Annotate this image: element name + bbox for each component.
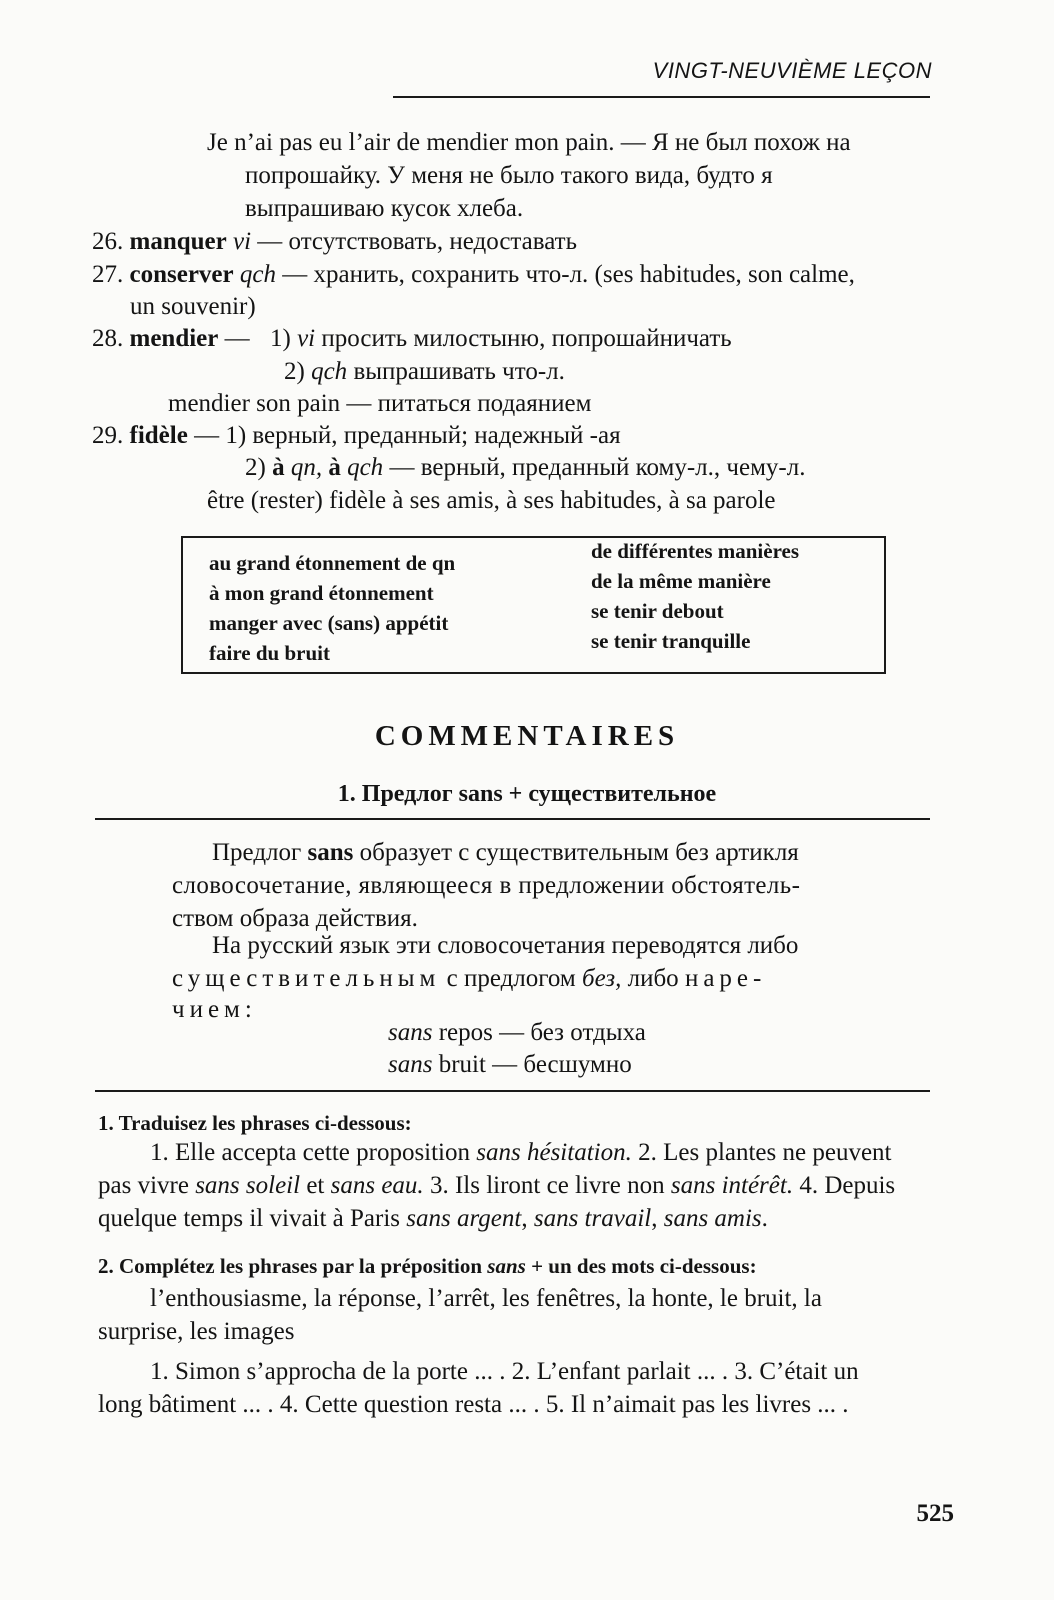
phrase-item: à mon grand étonnement (209, 581, 434, 605)
text: 4. Depuis (799, 1172, 896, 1199)
entry-definition: — 1) верный, преданный; надежный -ая (194, 422, 621, 449)
vocab-entry-28 (92, 322, 250, 355)
vocab-entry-26 (92, 225, 577, 258)
entry-headword: manquer (129, 228, 227, 255)
comment-para-2-line-2 (172, 962, 766, 995)
comment-example-2 (388, 1048, 632, 1081)
sense-grammar: vi (297, 325, 316, 352)
phrase-item: de la même manière (591, 569, 771, 593)
exercise-1-line-3 (98, 1202, 768, 1235)
vocab-entry-29-expression: être (rester) fidèle à ses amis, à ses habitudes, à sa parole (207, 487, 776, 514)
exercise-1-line-2 (98, 1169, 895, 1202)
entry-definition: — отсутствовать, недоставать (257, 228, 577, 255)
entry-number: 28. (92, 325, 124, 352)
keyword: sans (307, 839, 354, 866)
italic-word: sans (487, 1254, 526, 1278)
comment-para-1-line-1 (212, 836, 799, 869)
text: 2. Complétez les phrases par la préposition (98, 1254, 483, 1278)
phrase-item: se tenir tranquille (591, 629, 751, 653)
text: Предлог (212, 839, 302, 866)
entry-number: 27. (92, 261, 124, 288)
example-fr: sans (388, 1019, 433, 1046)
exercise-2-title (98, 1251, 757, 1281)
entry-grammar: vi (232, 228, 252, 255)
sense-grammar: qn, (290, 454, 323, 481)
commentaires-heading: COMMENTAIRES (374, 720, 680, 752)
example-ru-1: Я не был похож на (652, 129, 851, 156)
italic-phrase: sans soleil (195, 1172, 301, 1199)
italic-phrase: sans intérêt. (670, 1172, 794, 1199)
vocab-entry-28-sense-2 (284, 355, 565, 388)
vocab-entry-29-sense-2 (245, 451, 805, 484)
vocab-entry-29 (92, 419, 621, 452)
exercise-1-title: 1. Traduisez les phrases ci-dessous: (98, 1111, 412, 1135)
sense-definition: выпрашивать что-л. (353, 358, 565, 385)
sense-grammar: qch (311, 358, 348, 385)
vocab-entry-28-expression: mendier son pain — питаться подаянием (168, 390, 592, 417)
sense-definition: просить милостыню, попрошайничать (321, 325, 732, 352)
italic-phrase: sans argent (406, 1205, 522, 1232)
vocab-example-line-3: выпрашиваю кусок хлеба. (245, 195, 524, 222)
exercise-2-words-line-2: surprise, les images (98, 1318, 295, 1345)
comment-para-2-line-1: На русский язык эти словосочетания переводятся либо (212, 932, 799, 959)
header-rule (393, 96, 930, 98)
example-rest: repos — без отдыха (438, 1019, 646, 1046)
entry-headword: mendier (129, 325, 219, 352)
example-fr: sans (388, 1051, 433, 1078)
comment-example-1 (388, 1016, 646, 1049)
sense-prep: à (272, 454, 285, 481)
entry-grammar: qch (239, 261, 276, 288)
running-title: VINGT-NEUVIÈME LEÇON (652, 58, 932, 83)
phrase-column-right (591, 536, 799, 656)
italic-phrase: sans eau. (330, 1172, 424, 1199)
text: et (306, 1172, 325, 1199)
example-fr: Je n’ai pas eu l’air de mendier mon pain. — (207, 129, 646, 156)
text: с предлогом (446, 965, 576, 992)
set-phrases-box (181, 536, 886, 674)
sense-number: 2) (245, 454, 266, 481)
page-number: 525 (916, 1500, 954, 1527)
sense-prep: à (328, 454, 341, 481)
text: либо (627, 965, 679, 992)
text: 3. Ils liront ce livre non (429, 1172, 665, 1199)
punct: , (521, 1205, 528, 1232)
text: pas vivre (98, 1172, 189, 1199)
text: образует с существительным без артикля (359, 839, 799, 866)
italic-word: без, (582, 965, 622, 992)
phrase-item: manger avec (sans) appétit (209, 611, 449, 635)
vocab-entry-27-cont: un souvenir) (130, 293, 256, 320)
comment-para-2-line-3 (172, 993, 257, 1026)
phrase-item: au grand étonnement de qn (209, 551, 456, 575)
entry-number: 26. (92, 228, 124, 255)
italic-phrase: sans hésitation. (476, 1139, 632, 1166)
entry-number: 29. (92, 422, 124, 449)
sense-definition: — верный, преданный кому-л., чему-л. (389, 454, 806, 481)
comment-para-1-line-2: словосочетание, являющееся в предложении обстоятель- (172, 872, 801, 899)
vocab-example-line-2: попрошайку. У меня не было такого вида, будто я (245, 162, 773, 189)
phrase-item: de différentes manières (591, 539, 800, 563)
spaced-word: наре- (684, 965, 767, 992)
entry-definition: — хранить, сохранить что-л. (ses habitudes, son calme, (282, 261, 855, 288)
section-rule-top (95, 818, 930, 820)
italic-phrase: sans amis (663, 1205, 762, 1232)
phrase-column-left (209, 548, 455, 668)
text: 1. Elle accepta cette proposition (150, 1139, 471, 1166)
spaced-word: чием: (172, 996, 257, 1023)
section-title: 1. Предлог sans + существительное (337, 781, 717, 807)
vocab-example-line-1 (207, 126, 851, 159)
exercise-2-sentences-line-1: 1. Simon s’approcha de la porte ... . 2. L’enfant parlait ... . 3. C’était un (150, 1358, 859, 1385)
spaced-word: существительным (172, 965, 441, 992)
punct: . (761, 1205, 768, 1232)
sense-grammar: qch (347, 454, 384, 481)
entry-headword: fidèle (129, 422, 188, 449)
exercise-1-line-1 (150, 1136, 892, 1169)
exercise-2-sentences-line-2: long bâtiment ... . 4. Cette question resta ... . 5. Il n’aimait pas les livres ... . (98, 1391, 849, 1418)
punct: , (651, 1205, 658, 1232)
sense-number: 1) (270, 325, 291, 352)
text: 2. Les plantes ne peuvent (638, 1139, 892, 1166)
phrase-item: se tenir debout (591, 599, 724, 623)
sense-number: 2) (284, 358, 305, 385)
vocab-entry-27 (92, 258, 855, 291)
entry-dash: — (224, 325, 250, 352)
comment-para-1-line-3: ством образа действия. (172, 905, 418, 932)
italic-phrase: sans travail (533, 1205, 652, 1232)
text: + un des mots ci-dessous: (531, 1254, 757, 1278)
phrase-item: faire du bruit (209, 641, 330, 665)
exercise-2-words-line-1: l’enthousiasme, la réponse, l’arrêt, les fenêtres, la honte, le bruit, la (150, 1285, 822, 1312)
vocab-entry-28-sense-1 (270, 322, 732, 355)
entry-headword: conserver (129, 261, 234, 288)
example-rest: bruit — бесшумно (438, 1051, 632, 1078)
text: quelque temps il vivait à Paris (98, 1205, 401, 1232)
section-rule-bottom (95, 1090, 930, 1092)
